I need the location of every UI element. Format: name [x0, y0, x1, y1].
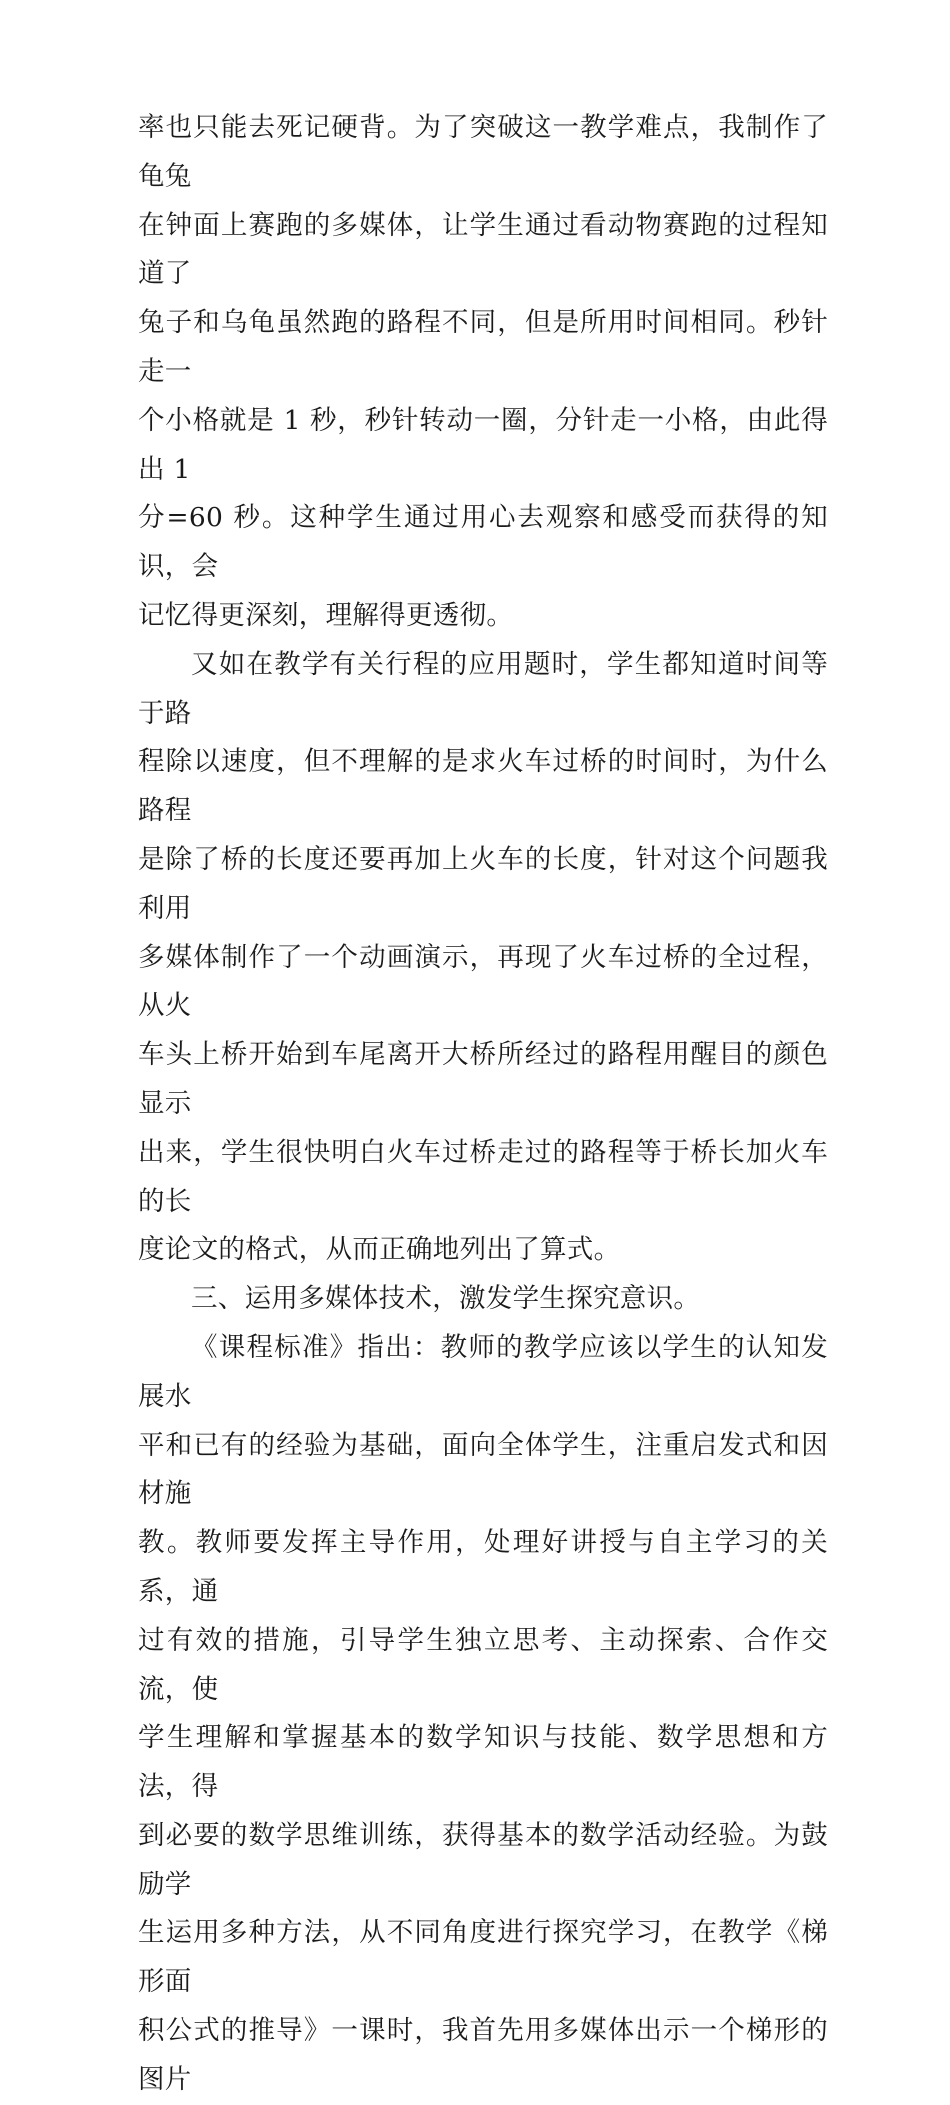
paragraph-curriculum-standard — [138, 1324, 828, 2105]
text-line: 率也只能去死记硬背。为了突破这一教学难点，我制作了龟兔 — [138, 112, 828, 192]
text-line: 分=60 秒。这种学生通过用心去观察和感受而获得的知识，会 — [138, 502, 828, 583]
text-line: 出来，学生很快明白火车过桥走过的路程等于桥长加火车的长 — [138, 1136, 828, 1217]
text-line: 平和已有的经验为基础，面向全体学生，注重启发式和因材施 — [138, 1429, 828, 1510]
text-line: 又如在教学有关行程的应用题时，学生都知道时间等于路 — [138, 648, 828, 729]
text-line: 积公式的推导》一课时，我首先用多媒体出示一个梯形的图片 — [138, 2015, 828, 2095]
text-line: 记忆得更深刻，理解得更透彻。 — [138, 599, 514, 631]
text-line: 生运用多种方法，从不同角度进行探究学习，在教学《梯形面 — [138, 1917, 828, 1998]
paragraph-train-bridge — [138, 641, 828, 1275]
text-line: 程除以速度，但不理解的是求火车过桥的时间时，为什么路程 — [138, 746, 828, 827]
text-line: 《课程标准》指出：教师的教学应该以学生的认知发展水 — [138, 1331, 828, 1412]
text-line: 多媒体制作了一个动画演示，再现了火车过桥的全过程，从火 — [138, 941, 828, 1022]
section-heading — [138, 1275, 828, 1324]
text-line: 度论文的格式，从而正确地列出了算式。 — [138, 1234, 621, 1266]
text-line: 三、运用多媒体技术，激发学生探究意识。 — [191, 1283, 701, 1315]
document-body — [138, 104, 828, 2105]
text-line: 教。教师要发挥主导作用，处理好讲授与自主学习的关系，通 — [138, 1527, 828, 1607]
text-line: 是除了桥的长度还要再加上火车的长度，针对这个问题我利用 — [138, 843, 828, 924]
paragraph-clock-race — [138, 104, 828, 641]
text-line: 学生理解和掌握基本的数学知识与技能、数学思想和方法，得 — [138, 1722, 828, 1803]
text-line: 过有效的措施，引导学生独立思考、主动探索、合作交流，使 — [138, 1624, 828, 1705]
text-line: 车头上桥开始到车尾离开大桥所经过的路程用醒目的颜色显示 — [138, 1039, 828, 1119]
text-line: 个小格就是 1 秒，秒针转动一圈，分针走一小格，由此得出 1 — [138, 404, 828, 485]
text-line: 兔子和乌龟虽然跑的路程不同，但是所用时间相同。秒针走一 — [138, 307, 828, 387]
text-line: 到必要的数学思维训练，获得基本的数学活动经验。为鼓励学 — [138, 1819, 828, 1900]
text-line: 在钟面上赛跑的多媒体，让学生通过看动物赛跑的过程知道了 — [138, 209, 828, 290]
